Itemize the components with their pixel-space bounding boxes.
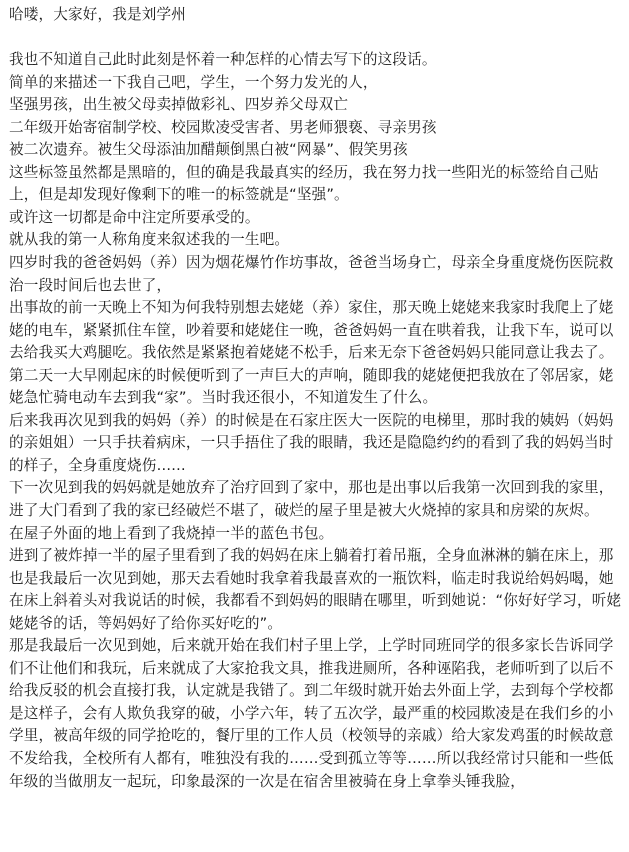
paragraph: 二年级开始寄宿制学校、校园欺凌受害者、男老师猥亵、寻亲男孩	[9, 118, 437, 136]
paragraph: 被二次遗弃。被生父母添油加醋颠倒黑白被“网暴”、假笑男孩	[9, 141, 408, 159]
paragraph: 第二天一大早刚起床的时候便听到了一声巨大的声响，随即我的姥姥便把我放在了邻居家，姥姥急忙骑电动车去到我“家”。当时我还很小，不知道发生了什么。	[9, 366, 614, 407]
paragraph: 简单的来描述一下我自己吧，学生，一个努力发光的人，	[9, 73, 378, 91]
paragraph: 在屋子外面的地上看到了我烧掉一半的蓝色书包。	[9, 524, 334, 542]
paragraph: 或许这一切都是命中注定所要承受的。	[9, 208, 260, 226]
paragraph: 我也不知道自己此时此刻是怀着一种怎样的心情去写下的这段话。	[9, 51, 437, 69]
paragraph: 进到了被炸掉一半的屋子里看到了我的妈妈在床上躺着打着吊瓶，全身血淋淋的躺在床上，那也是我最后一次见到她，那天去看她时我拿着我最喜欢的一瓶饮料，临走时我说给妈妈喝，她在床上斜着头对我说话的时候，我都看不到妈妈的眼睛在哪里，听到她说：“你好好学习，听姥姥姥爷的话，等妈妈好了给你买好吃的”。	[9, 547, 622, 632]
paragraph: 下一次见到我的妈妈就是她放弃了治疗回到了家中，那也是出事以后我第一次回到我的家里，进了大门看到了我的家已经破烂不堪了，破烂的屋子里是被大火烧掉的家具和房梁的灰烬。	[9, 479, 614, 519]
paragraph: 就从我的第一人称角度来叙述我的一生吧。	[9, 231, 290, 249]
paragraph: 后来我再次见到我的妈妈（养）的时候是在石家庄医大一医院的电梯里，那时我的姨妈（妈妈的亲姐姐）一只手扶着病床，一只手捂住了我的眼睛，我还是隐隐约约的看到了我的妈妈当时的样子，全身重度烧伤……	[9, 411, 614, 474]
blank-line	[9, 27, 623, 50]
paragraph: 四岁时我的爸爸妈妈（养）因为烟花爆竹作坊事故，爸爸当场身亡，母亲全身重度烧伤医院救治一段时间后也去世了，	[9, 253, 614, 294]
paragraph: 那是我最后一次见到她，后来就开始在我们村子里上学，上学时同班同学的很多家长告诉同学们不让他们和我玩，后来就成了大家抢我文具，推我进厕所，各种诬陷我，老师听到了以后不给我反驳的机会直接打我，认定就是我错了。到二年级时就开始去外面上学，去到每个学校都是这样子，会有人欺负我穿的破，小学六年，转了五次学，最严重的校园欺凌是在我们乡的小学里，被高年级的同学抢吃的，餐厅里的工作人员（校领导的亲戚）给大家发鸡蛋的时候故意不发给我，全校所有人都有，唯独没有我的……受到孤立等等……所以我经常讨只能和一些低年级的当做朋友一起玩，印象最深的一次是在宿舍里被骑在身上拿拳头锤我脸，	[9, 637, 614, 790]
paragraph: 坚强男孩，出生被父母卖掉做彩礼、四岁养父母双亡	[9, 96, 349, 114]
paragraph: 这些标签虽然都是黑暗的，但的确是我最真实的经历，我在努力找一些阳光的标签给自己贴上，但是却发现好像剩下的唯一的标签就是“坚强”。	[9, 163, 599, 204]
paragraph: 出事故的前一天晚上不知为何我特别想去姥姥（养）家住，那天晚上姥姥来我家时我爬上了姥姥的电车，紧紧抓住车筐，吵着要和姥姥住一晚，爸爸妈妈一直在哄着我，让我下车，说可以去给我买大鸡腿吃。我依然是紧紧抱着姥姥不松手，后来无奈下爸爸妈妈只能同意让我去了。	[9, 299, 614, 362]
document-body	[9, 4, 623, 793]
greeting-line: 哈喽，大家好，我是刘学州	[9, 6, 186, 23]
